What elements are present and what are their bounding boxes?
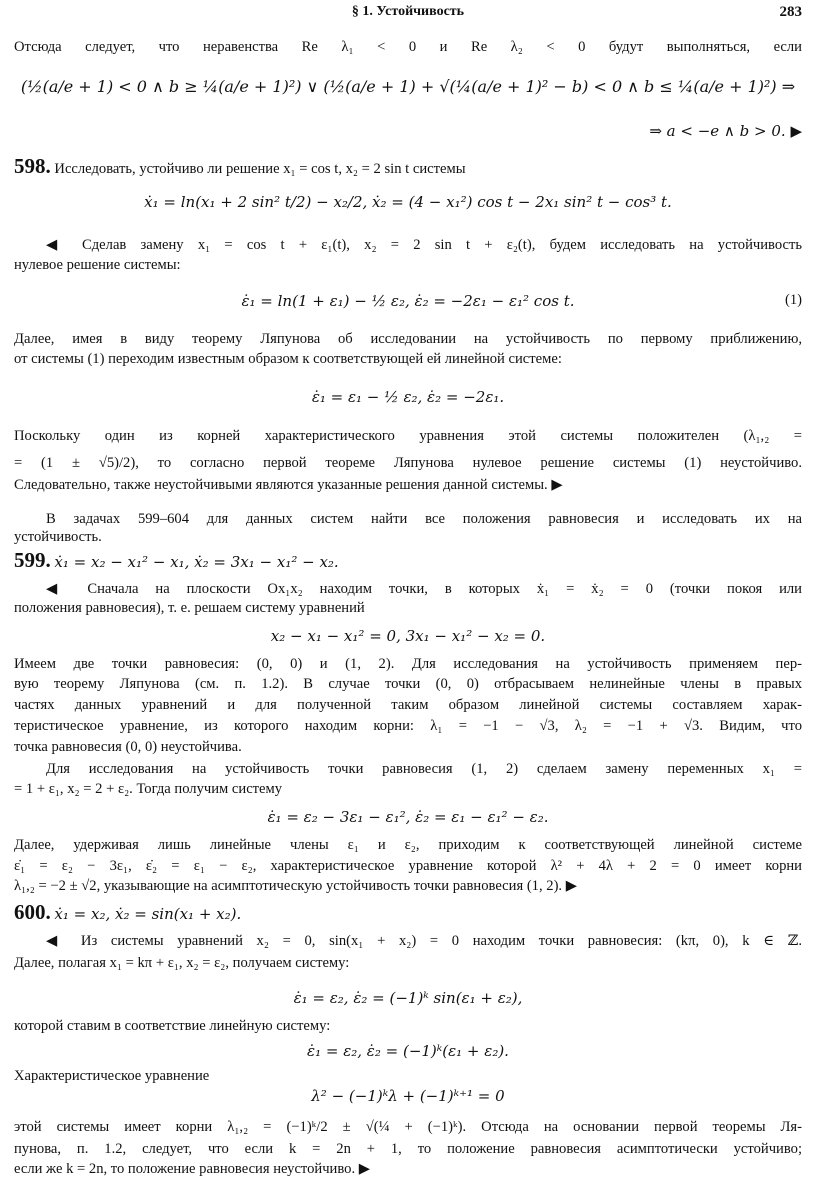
problem-number: 600. xyxy=(14,903,51,924)
problem-598 xyxy=(14,157,802,178)
problem-number: 599. xyxy=(14,551,51,572)
formula: x₂ − x₁ − x₁² = 0, 3x₁ − x₁² − x₂ = 0. xyxy=(270,627,546,645)
formula: ẋ₁ = ln(x₁ + 2 sin² t/2) − x₂/2, ẋ₂ = (4 − x₁²) cos t − 2x₁ sin² t − cos³ t. xyxy=(144,193,672,211)
text-line: устойчивость. xyxy=(14,529,102,545)
text-line: Далее, имея в виду теорему Ляпунова об исследовании на устойчивость по первому приближению, xyxy=(14,331,802,347)
text-line: частях данных уравнений и для полученной таким образом линейной системы составляем харак- xyxy=(14,697,802,713)
text-line: Далее, полагая x₁ = kπ + ε₁, x₂ = ε₂, получаем систему: xyxy=(14,955,350,971)
text-line: точка равновесия (0, 0) неустойчива. xyxy=(14,739,242,755)
section-title: § 1. Устойчивость xyxy=(351,4,465,19)
problem-600 xyxy=(14,903,802,924)
text-line: ◀ Сначала на плоскости Ox₁x₂ находим точки, в которых ẋ₁ = ẋ₂ = 0 (точки покоя или xyxy=(46,581,802,597)
formula: ε̇₁ = ε₂, ε̇₂ = (−1)ᵏ sin(ε₁ + ε₂), xyxy=(293,989,523,1007)
formula: λ² − (−1)ᵏλ + (−1)ᵏ⁺¹ = 0 xyxy=(311,1087,505,1105)
text-line: Характеристическое уравнение xyxy=(14,1068,210,1084)
page-number: 283 xyxy=(779,4,802,20)
text-line: λ₁,₂ = −2 ± √2, указывающие на асимптотическую устойчивость точки равновесия (1, 2). ▶ xyxy=(14,878,577,894)
text-line: если же k = 2n, то положение равновесия неустойчиво. ▶ xyxy=(14,1161,370,1177)
text-line: пунова, п. 1.2, следует, что если k = 2n + 1, то положение равновесия асимптотически устойчиво; xyxy=(14,1141,802,1157)
page-header xyxy=(0,4,816,22)
problem-statement: ẋ₁ = x₂ − x₁² − x₁, ẋ₂ = 3x₁ − x₁² − x₂. xyxy=(54,553,339,571)
formula: ⇒ a < −e ∧ b > 0. ▶ xyxy=(649,122,802,140)
text-line: вую теорему Ляпунова (см. п. 1.2). В случае точки (0, 0) отбрасываем нелинейные члены в правых xyxy=(14,676,802,692)
problem-599 xyxy=(14,551,802,572)
text-line: ◀ Сделав замену x₁ = cos t + ε₁(t), x₂ = 2 sin t + ε₂(t), будем исследовать на устойчивость xyxy=(46,237,802,253)
problem-statement: ẋ₁ = x₂, ẋ₂ = sin(x₁ + x₂). xyxy=(54,905,242,923)
formula: ε̇₁ = ε₂, ε̇₂ = (−1)ᵏ(ε₁ + ε₂). xyxy=(307,1042,509,1060)
text-line: Поскольку один из корней характеристического уравнения этой системы положителен (λ₁,₂ = xyxy=(14,428,802,444)
text-line: теристическое уравнение, из которого находим корни: λ₁ = −1 − √3, λ₂ = −1 + √3. Видим, что xyxy=(14,718,802,734)
text-line: от системы (1) переходим известным образом к соответствующей ей линейной системе: xyxy=(14,351,562,367)
text-line: положения равновесия), т. е. решаем систему уравнений xyxy=(14,600,365,616)
text-line: Далее, удерживая лишь линейные члены ε₁ и ε₂, приходим к соответствующей линейной системе xyxy=(14,837,802,853)
text-line: ◀ Из системы уравнений x₂ = 0, sin(x₁ + x₂) = 0 находим точки равновесия: (kπ, 0), k ∈ ℤ. xyxy=(46,933,802,949)
text-line: В задачах 599–604 для данных систем найти все положения равновесия и исследовать их на xyxy=(46,511,802,527)
formula: ε̇₁ = ε₂ − 3ε₁ − ε₁², ε̇₂ = ε₁ − ε₁² − ε₂. xyxy=(267,808,549,826)
text-line: которой ставим в соответствие линейную систему: xyxy=(14,1018,331,1034)
text-line: Отсюда следует, что неравенства Re λ₁ < 0 и Re λ₂ < 0 будут выполняться, если xyxy=(14,39,802,55)
text-line: = (1 ± √5)/2), то согласно первой теореме Ляпунова нулевое решение системы (1) неустойчиво. xyxy=(14,455,802,471)
text-line: Имеем две точки равновесия: (0, 0) и (1, 2). Для исследования на устойчивость применяем пер- xyxy=(14,656,802,672)
text-line: нулевое решение системы: xyxy=(14,257,181,273)
problem-statement: Исследовать, устойчиво ли решение x₁ = cos t, x₂ = 2 sin t системы xyxy=(54,161,466,177)
problem-number: 598. xyxy=(14,157,51,178)
formula: (½(a/e + 1) < 0 ∧ b ≥ ¼(a/e + 1)²) ∨ (½(a/e + 1) + √(¼(a/e + 1)² − b) < 0 ∧ b ≤ ¼(a/e + 1)²) ⇒ xyxy=(20,78,796,96)
text-line: Следовательно, также неустойчивыми являются указанные решения данной системы. ▶ xyxy=(14,477,563,493)
formula: ε̇₁ = ε₁ − ½ ε₂, ε̇₂ = −2ε₁. xyxy=(311,388,505,406)
text-line: этой системы имеет корни λ₁,₂ = (−1)ᵏ/2 ± √(¼ + (−1)ᵏ). Отсюда на основании первой теоремы Ля- xyxy=(14,1119,802,1135)
text-line: ε̇₁ = ε₂ − 3ε₁, ε̇₂ = ε₁ − ε₂, характеристическое уравнение которой λ² + 4λ + 2 = 0 имеет корни xyxy=(14,858,802,874)
formula: ε̇₁ = ln(1 + ε₁) − ½ ε₂, ε̇₂ = −2ε₁ − ε₁² cos t. xyxy=(241,292,575,310)
equation-tag: (1) xyxy=(784,292,802,308)
text-line: Для исследования на устойчивость точки равновесия (1, 2) сделаем замену переменных x₁ = xyxy=(46,761,802,777)
text-line: = 1 + ε₁, x₂ = 2 + ε₂. Тогда получим систему xyxy=(14,781,283,797)
